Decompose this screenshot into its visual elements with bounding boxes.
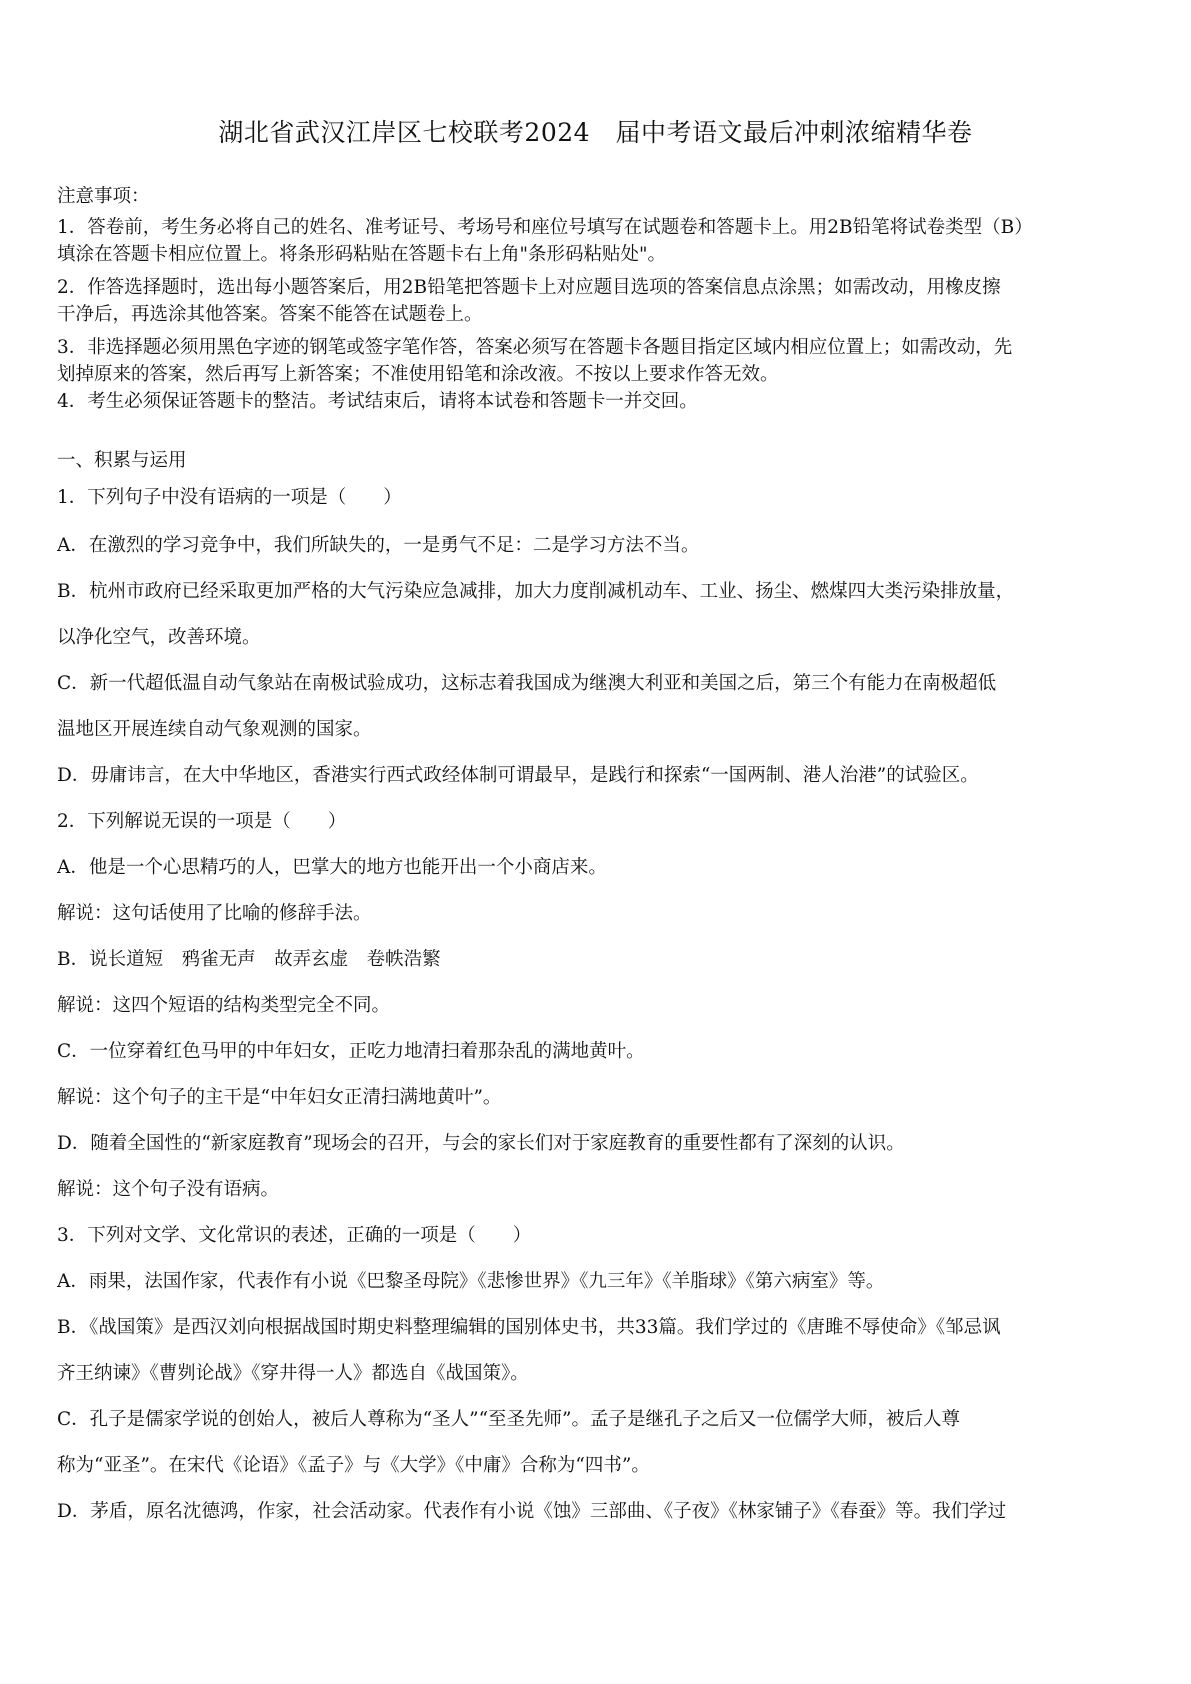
option-line: B．《战国策》是西汉刘向根据战国时期史料整理编辑的国别体史书，共33篇。我们学过的《唐雎不辱使命》《邹忌讽 xyxy=(57,1317,1001,1338)
option-line: D．毋庸讳言，在大中华地区，香港实行西式政经体制可谓最早，是践行和探索“一国两制、港人治港”的试验区。 xyxy=(57,765,979,786)
notice-line: 3．非选择题必须用黑色字迹的钢笔或签字笔作答，答案必须写在答题卡各题目指定区域内相应位置上；如需改动，先 xyxy=(57,337,1013,358)
option-line: D．随着全国性的“新家庭教育”现场会的召开，与会的家长们对于家庭教育的重要性都有了深刻的认识。 xyxy=(57,1133,905,1154)
notice-heading: 注意事项： xyxy=(57,186,150,207)
option-line: B．说长道短 鸦雀无声 故弄玄虚 卷帙浩繁 xyxy=(57,949,441,970)
explanation-line: 解说：这句话使用了比喻的修辞手法。 xyxy=(57,903,372,924)
notice-line: 干净后，再选涂其他答案。答案不能答在试题卷上。 xyxy=(57,304,483,325)
page-title: 湖北省武汉江岸区七校联考2024 届中考语文最后冲刺浓缩精华卷 xyxy=(218,118,973,147)
notice-line: 填涂在答题卡相应位置上。将条形码粘贴在答题卡右上角"条形码粘贴处"。 xyxy=(57,244,667,265)
notice-line: 划掉原来的答案，然后再写上新答案；不准使用铅笔和涂改液。不按以上要求作答无效。 xyxy=(57,364,779,385)
option-line: A．雨果，法国作家，代表作有小说《巴黎圣母院》《悲惨世界》《九三年》《羊脂球》《第六病室》等。 xyxy=(57,1271,885,1292)
section-heading: 一、积累与运用 xyxy=(57,450,187,471)
option-line: C．孔子是儒家学说的创始人，被后人尊称为“圣人”“至圣先师”。孟子是继孔子之后又一位儒学大师，被后人尊 xyxy=(57,1409,960,1430)
option-line: D．茅盾，原名沈德鸿，作家，社会活动家。代表作有小说《蚀》三部曲、《子夜》《林家铺子》《春蚕》等。我们学过 xyxy=(57,1501,1007,1522)
notice-line: 2．作答选择题时，选出每小题答案后，用2B铅笔把答题卡上对应题目选项的答案信息点涂黑；如需改动，用橡皮擦 xyxy=(57,277,1001,298)
option-line: C．新一代超低温自动气象站在南极试验成功，这标志着我国成为继澳大利亚和美国之后，第三个有能力在南极超低 xyxy=(57,673,997,694)
question-1-stem: 1．下列句子中没有语病的一项是（ ） xyxy=(57,487,402,508)
explanation-line: 解说：这个句子没有语病。 xyxy=(57,1179,280,1200)
explanation-line: 解说：这个句子的主干是“中年妇女正清扫满地黄叶”。 xyxy=(57,1087,502,1108)
option-line: 称为“亚圣”。在宋代《论语》《孟子》与《大学》《中庸》合称为“四书”。 xyxy=(57,1455,650,1476)
option-line: A．在激烈的学习竞争中，我们所缺失的，一是勇气不足：二是学习方法不当。 xyxy=(57,535,700,556)
option-line: C．一位穿着红色马甲的中年妇女，正吃力地清扫着那杂乱的满地黄叶。 xyxy=(57,1041,645,1062)
question-3-stem: 3．下列对文学、文化常识的表述，正确的一项是（ ） xyxy=(57,1225,532,1246)
option-line: 温地区开展连续自动气象观测的国家。 xyxy=(57,719,372,740)
question-2-stem: 2．下列解说无误的一项是（ ） xyxy=(57,811,347,832)
option-line: A．他是一个心思精巧的人，巴掌大的地方也能开出一个小商店来。 xyxy=(57,857,607,878)
option-line: 以净化空气，改善环境。 xyxy=(57,627,261,648)
notice-line: 1．答卷前，考生务必将自己的姓名、准考证号、考场号和座位号填写在试题卷和答题卡上。用2B铅笔将试卷类型（B） xyxy=(57,217,1033,238)
explanation-line: 解说：这四个短语的结构类型完全不同。 xyxy=(57,995,391,1016)
notice-line: 4．考生必须保证答题卡的整洁。考试结束后，请将本试卷和答题卡一并交回。 xyxy=(57,391,698,412)
option-line: B．杭州市政府已经采取更加严格的大气污染应急减排，加大力度削减机动车、工业、扬尘、燃煤四大类污染排放量， xyxy=(57,581,1015,602)
option-line: 齐王纳谏》《曹刿论战》《穿井得一人》都选自《战国策》。 xyxy=(57,1363,529,1384)
